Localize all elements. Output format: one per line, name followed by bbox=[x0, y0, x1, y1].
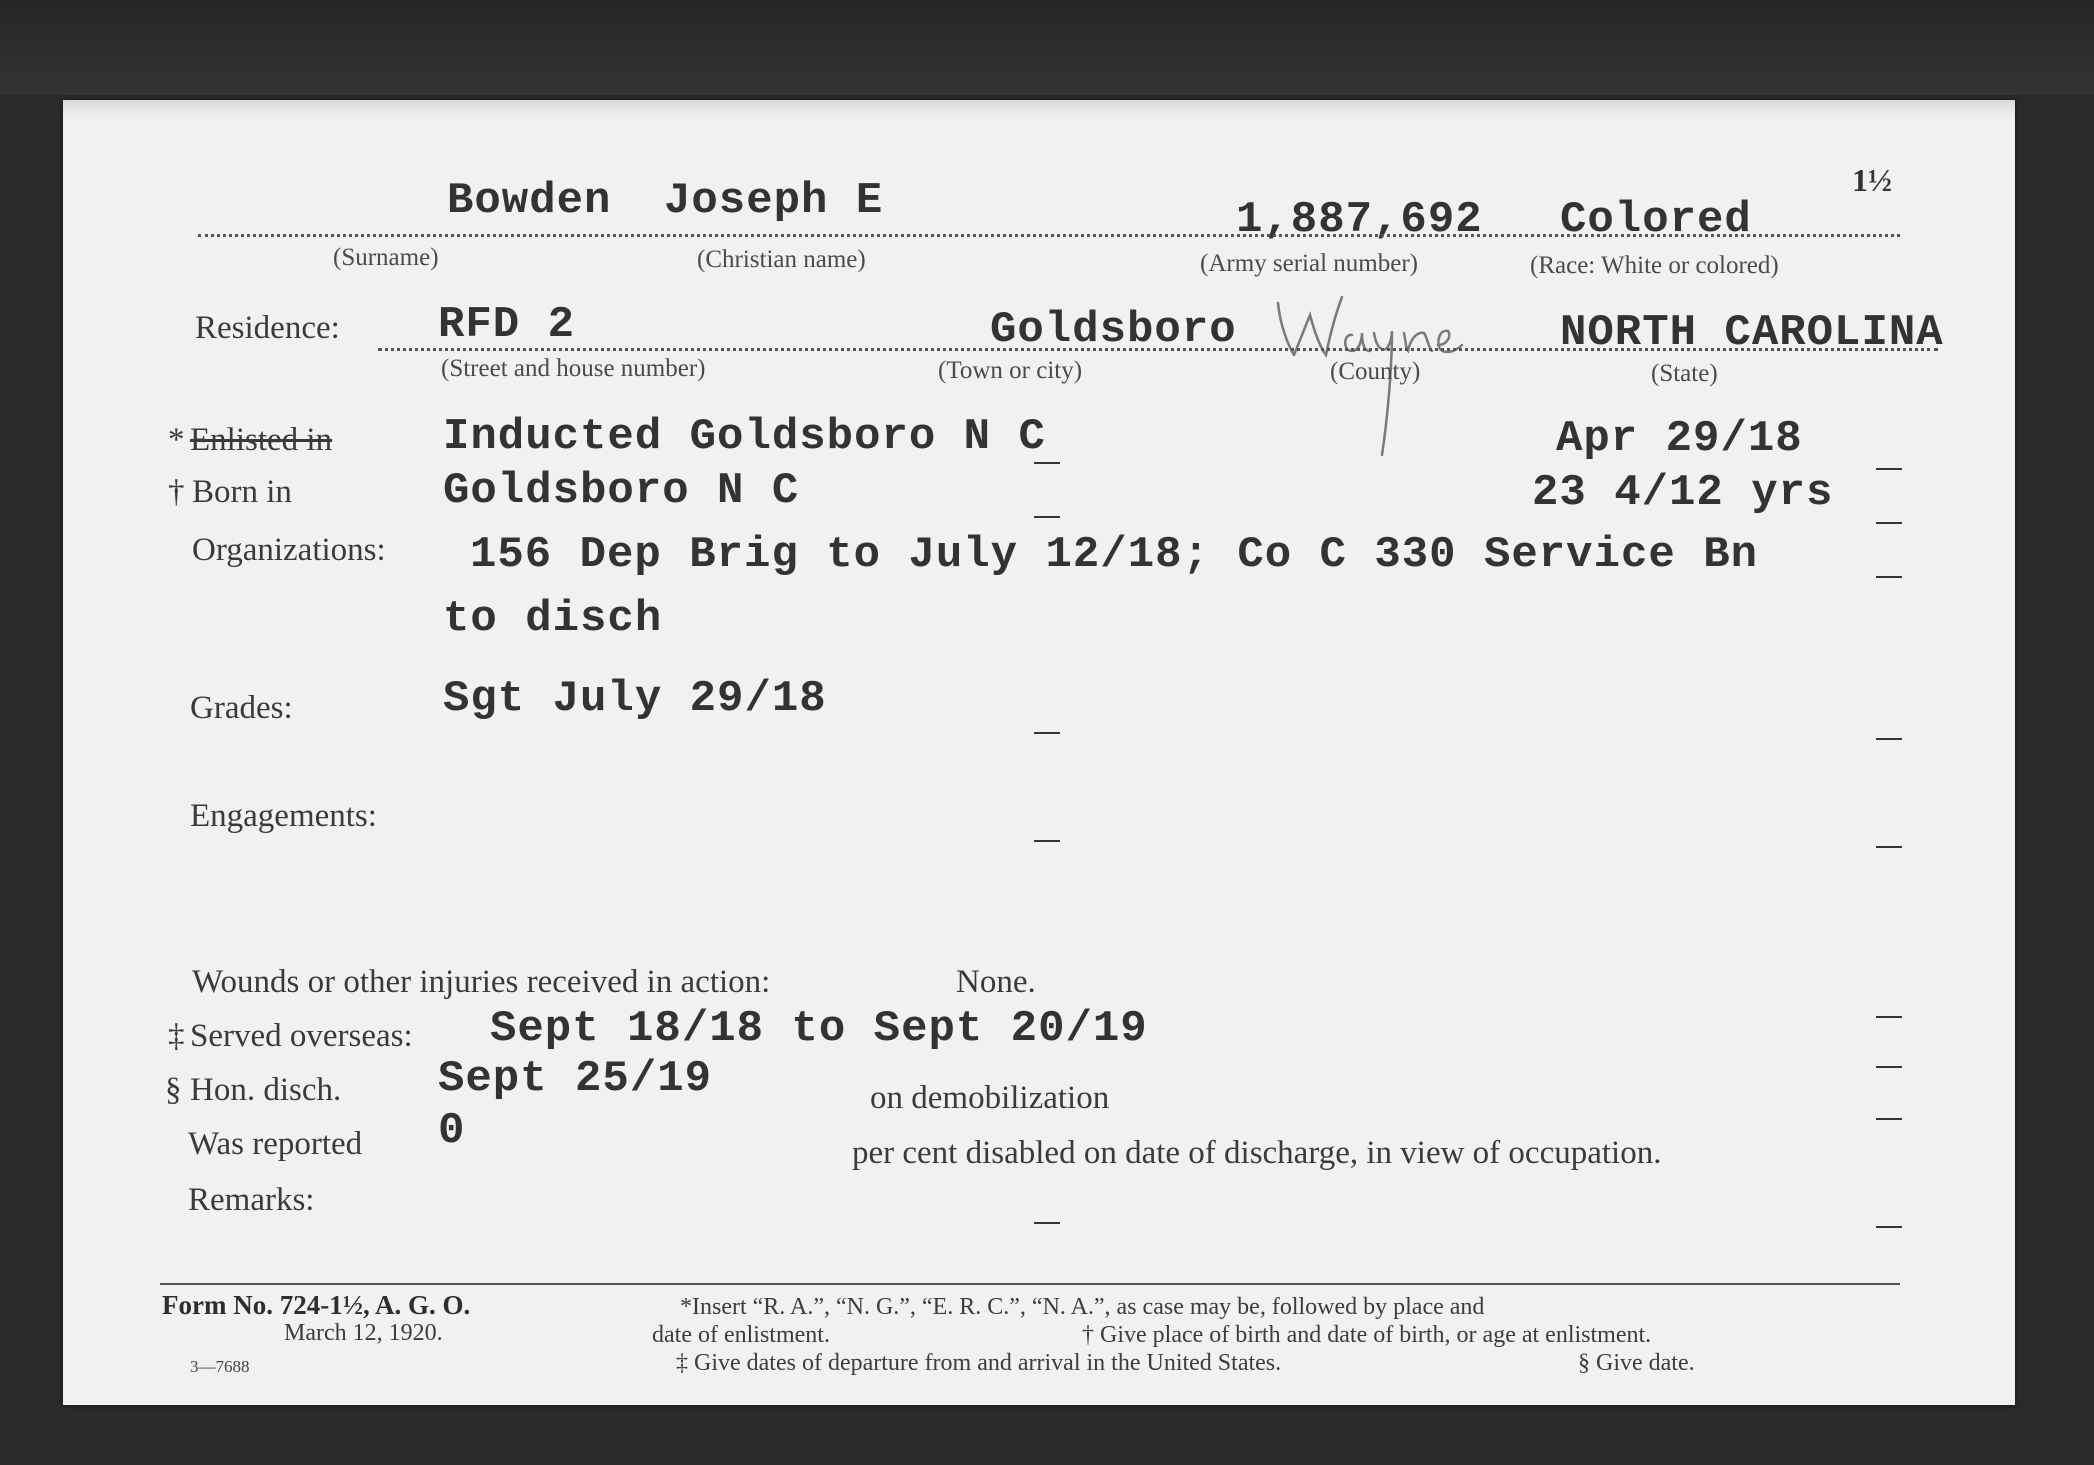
dash-mark bbox=[1876, 576, 1902, 578]
residence-state-value: NORTH CAROLINA bbox=[1560, 308, 1944, 358]
discharge-label: Hon. disch. bbox=[190, 1072, 342, 1108]
dash-mark bbox=[1034, 1222, 1060, 1224]
reported-value: 0 bbox=[438, 1106, 466, 1156]
serial-caption: (Army serial number) bbox=[1200, 250, 1418, 277]
street-caption: (Street and house number) bbox=[441, 355, 706, 382]
overseas-label: Served overseas: bbox=[190, 1018, 413, 1054]
grades-label: Grades: bbox=[190, 690, 293, 726]
surname-caption: (Surname) bbox=[333, 244, 439, 271]
dash-mark bbox=[1876, 468, 1902, 470]
dash-mark bbox=[1876, 738, 1902, 740]
corner-number: 1½ bbox=[1852, 162, 1892, 198]
dash-mark bbox=[1876, 522, 1902, 524]
discharge-marker: § bbox=[165, 1072, 182, 1108]
form-number: Form No. 724-1½, A. G. O. bbox=[162, 1290, 471, 1320]
dash-mark bbox=[1876, 1118, 1902, 1120]
enlisted-value: Inducted Goldsboro N C bbox=[443, 412, 1046, 462]
name-row-line bbox=[198, 234, 1900, 237]
born-value: Goldsboro N C bbox=[443, 466, 800, 516]
organizations-line2: to disch bbox=[443, 594, 663, 644]
enlisted-marker: * bbox=[168, 422, 185, 458]
organizations-label: Organizations: bbox=[192, 532, 386, 568]
born-label: Born in bbox=[192, 474, 292, 510]
serial-number-value: 1,887,692 bbox=[1236, 195, 1483, 245]
discharge-value: Sept 25/19 bbox=[438, 1054, 713, 1104]
residence-label: Residence: bbox=[195, 310, 340, 346]
race-value: Colored bbox=[1560, 195, 1752, 245]
county-caption: (County) bbox=[1330, 358, 1421, 385]
christian-name-caption: (Christian name) bbox=[697, 246, 866, 273]
reported-label: Was reported bbox=[188, 1126, 363, 1162]
form-date: March 12, 1920. bbox=[284, 1320, 443, 1346]
christian-name-value: Joseph E bbox=[664, 176, 884, 226]
wounds-value: None. bbox=[956, 964, 1036, 1000]
footer-note-1b: date of enlistment. bbox=[652, 1322, 830, 1348]
surname-value: Bowden bbox=[447, 176, 612, 226]
dash-mark bbox=[1876, 1226, 1902, 1228]
scan-background bbox=[0, 0, 2094, 95]
dash-mark bbox=[1034, 462, 1060, 464]
discharge-suffix: on demobilization bbox=[870, 1080, 1110, 1116]
town-caption: (Town or city) bbox=[938, 357, 1083, 384]
state-caption: (State) bbox=[1651, 360, 1718, 387]
reported-suffix: per cent disabled on date of discharge, in view of occupation. bbox=[852, 1135, 1662, 1171]
wounds-label: Wounds or other injuries received in action: bbox=[192, 964, 771, 1000]
enlisted-date: Apr 29/18 bbox=[1556, 414, 1803, 464]
race-caption: (Race: White or colored) bbox=[1530, 252, 1779, 279]
footer-divider bbox=[160, 1283, 1900, 1285]
footer-note-3: ‡ Give dates of departure from and arrival in the United States. bbox=[676, 1350, 1282, 1376]
residence-town-value: Goldsboro bbox=[990, 305, 1237, 355]
born-age: 23 4/12 yrs bbox=[1532, 468, 1834, 518]
organizations-line1: 156 Dep Brig to July 12/18; Co C 330 Service Bn bbox=[470, 530, 1759, 580]
service-record-card bbox=[63, 100, 2015, 1405]
footer-note-4: § Give date. bbox=[1578, 1350, 1695, 1376]
dash-mark bbox=[1876, 1066, 1902, 1068]
dash-mark bbox=[1034, 516, 1060, 518]
footer-note-2: † Give place of birth and date of birth, or age at enlistment. bbox=[1082, 1322, 1652, 1348]
born-marker: † bbox=[168, 474, 185, 510]
print-code: 3—7688 bbox=[190, 1357, 250, 1376]
grades-value: Sgt July 29/18 bbox=[443, 674, 827, 724]
dash-mark bbox=[1034, 840, 1060, 842]
card-top-edge bbox=[63, 100, 2015, 118]
dash-mark bbox=[1876, 1016, 1902, 1018]
enlisted-label: Enlisted in bbox=[190, 422, 333, 458]
overseas-value: Sept 18/18 to Sept 20/19 bbox=[490, 1004, 1148, 1054]
residence-street-value: RFD 2 bbox=[438, 300, 576, 350]
engagements-label: Engagements: bbox=[190, 798, 377, 834]
remarks-label: Remarks: bbox=[188, 1182, 315, 1218]
overseas-marker: ‡ bbox=[168, 1018, 185, 1054]
dash-mark bbox=[1034, 732, 1060, 734]
residence-row-line bbox=[378, 348, 1938, 351]
dash-mark bbox=[1876, 846, 1902, 848]
footer-note-1a: *Insert “R. A.”, “N. G.”, “E. R. C.”, “N. A.”, as case may be, followed by place and bbox=[680, 1294, 1485, 1320]
